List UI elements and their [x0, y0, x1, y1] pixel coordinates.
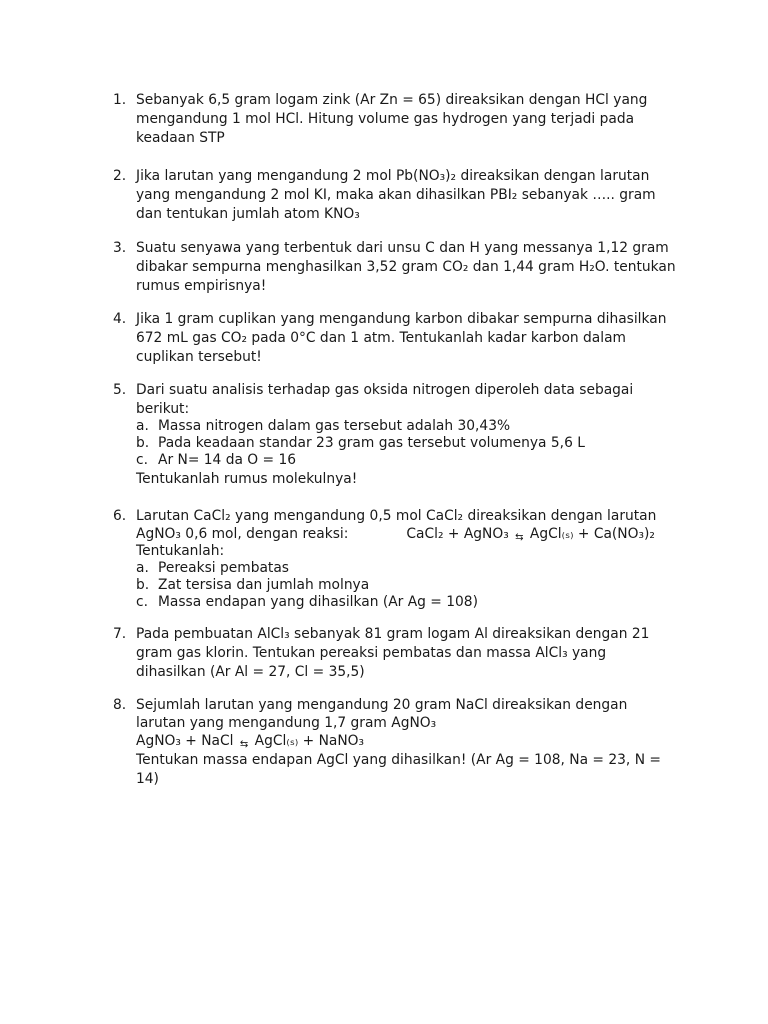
sub-items — [136, 418, 676, 489]
question-number: 6. — [113, 508, 127, 524]
sub-item — [136, 560, 676, 577]
sub-item-text: Zat tersisa dan jumlah molnya — [158, 577, 370, 593]
question-line-text: AgNO₃ 0,6 mol, dengan reaksi: — [136, 526, 349, 542]
question-line: Larutan CaCl₂ yang mengandung 0,5 mol CaCl₂ direaksikan dengan larutan — [136, 508, 657, 524]
question-text — [136, 167, 676, 224]
question-line: Suatu senyawa yang terbentuk dari unsu C dan H yang messanya 1,12 gram — [136, 240, 669, 256]
sub-item-letter: a. — [136, 560, 149, 576]
question-number: 8. — [113, 697, 127, 713]
equation-reactants: CaCl₂ + AgNO₃ — [406, 526, 509, 542]
question-text — [136, 696, 676, 789]
question-closing: Tentukanlah rumus molekulnya! — [136, 471, 358, 487]
sub-item-text: Pereaksi pembatas — [158, 560, 289, 576]
sub-item-letter: c. — [136, 594, 148, 610]
sub-item — [136, 577, 676, 594]
question-text — [136, 91, 676, 148]
question-line: gram gas klorin. Tentukan pereaksi pembatas dan massa AlCl₃ yang — [136, 645, 607, 661]
sub-item-letter: b. — [136, 577, 150, 593]
question-line: Sebanyak 6,5 gram logam zink (Ar Zn = 65) direaksikan dengan HCl yang — [136, 92, 648, 108]
question-line: berikut: — [136, 401, 190, 417]
question-line: cuplikan tersebut! — [136, 349, 262, 365]
sub-item-letter: b. — [136, 435, 150, 451]
sub-item-text: Massa nitrogen dalam gas tersebut adalah 30,43% — [158, 418, 511, 434]
question-line: keadaan STP — [136, 130, 225, 146]
question-text — [136, 507, 676, 611]
question-number: 2. — [113, 168, 127, 184]
question-line — [136, 526, 676, 543]
question-line: mengandung 1 mol HCl. Hitung volume gas hydrogen yang terjadi pada — [136, 111, 635, 127]
equation-products: AgCl₍ₛ₎ + NaNO₃ — [254, 733, 365, 749]
question-number: 1. — [113, 92, 127, 108]
sub-item-text: Pada keadaan standar 23 gram gas tersebut volumenya 5,6 L — [158, 435, 585, 451]
question-line: Jika 1 gram cuplikan yang mengandung karbon dibakar sempurna dihasilkan — [136, 311, 667, 327]
question-number: 7. — [113, 626, 127, 642]
question-line: 672 mL gas CO₂ pada 0°C dan 1 atm. Tentukanlah kadar karbon dalam — [136, 330, 626, 346]
question-line: dan tentukan jumlah atom KNO₃ — [136, 206, 360, 222]
question-line: 14) — [136, 771, 159, 787]
question-number: 4. — [113, 311, 127, 327]
question-number: 3. — [113, 240, 127, 256]
sub-item — [136, 435, 676, 452]
equation-reactants: AgNO₃ + NaCl — [136, 733, 234, 749]
equation-products: AgCl₍ₛ₎ + Ca(NO₃)₂ — [529, 526, 655, 542]
question-line: dibakar sempurna menghasilkan 3,52 gram CO₂ dan 1,44 gram H₂O. tentukan — [136, 259, 676, 275]
reaction-equation — [136, 732, 676, 751]
question-number: 5. — [113, 382, 127, 398]
question-line: Dari suatu analisis terhadap gas oksida nitrogen diperoleh data sebagai — [136, 382, 634, 398]
question-text — [136, 625, 676, 682]
question-line: Sejumlah larutan yang mengandung 20 gram NaCl direaksikan dengan — [136, 697, 628, 713]
sub-item-text: Massa endapan yang dihasilkan (Ar Ag = 108) — [158, 594, 478, 610]
question-line: yang mengandung 2 mol KI, maka akan dihasilkan PBI₂ sebanyak ….. gram — [136, 187, 656, 203]
sub-item — [136, 418, 676, 435]
sub-item — [136, 452, 676, 469]
sub-item-letter: c. — [136, 452, 148, 468]
question-line: dihasilkan (Ar Al = 27, Cl = 35,5) — [136, 664, 365, 680]
question-line: Tentukanlah: — [136, 543, 225, 559]
sub-item — [136, 594, 676, 611]
question-line: larutan yang mengandung 1,7 gram AgNO₃ — [136, 715, 437, 731]
question-line: Jika larutan yang mengandung 2 mol Pb(NO₃)₂ direaksikan dengan larutan — [136, 168, 650, 184]
sub-item-letter: a. — [136, 418, 149, 434]
reaction-equation — [406, 526, 655, 546]
question-text — [136, 239, 676, 296]
question-text — [136, 381, 676, 419]
question-line: Pada pembuatan AlCl₃ sebanyak 81 gram logam Al direaksikan dengan 21 — [136, 626, 650, 642]
sub-item-text: Ar N= 14 da O = 16 — [158, 452, 297, 468]
question-line: rumus empirisnya! — [136, 278, 267, 294]
equilibrium-arrow-icon: ⇆ — [515, 532, 524, 543]
equilibrium-arrow-icon: ⇆ — [239, 739, 249, 750]
question-line: Tentukan massa endapan AgCl yang dihasilkan! (Ar Ag = 108, Na = 23, N = — [136, 752, 661, 768]
question-text — [136, 310, 676, 367]
